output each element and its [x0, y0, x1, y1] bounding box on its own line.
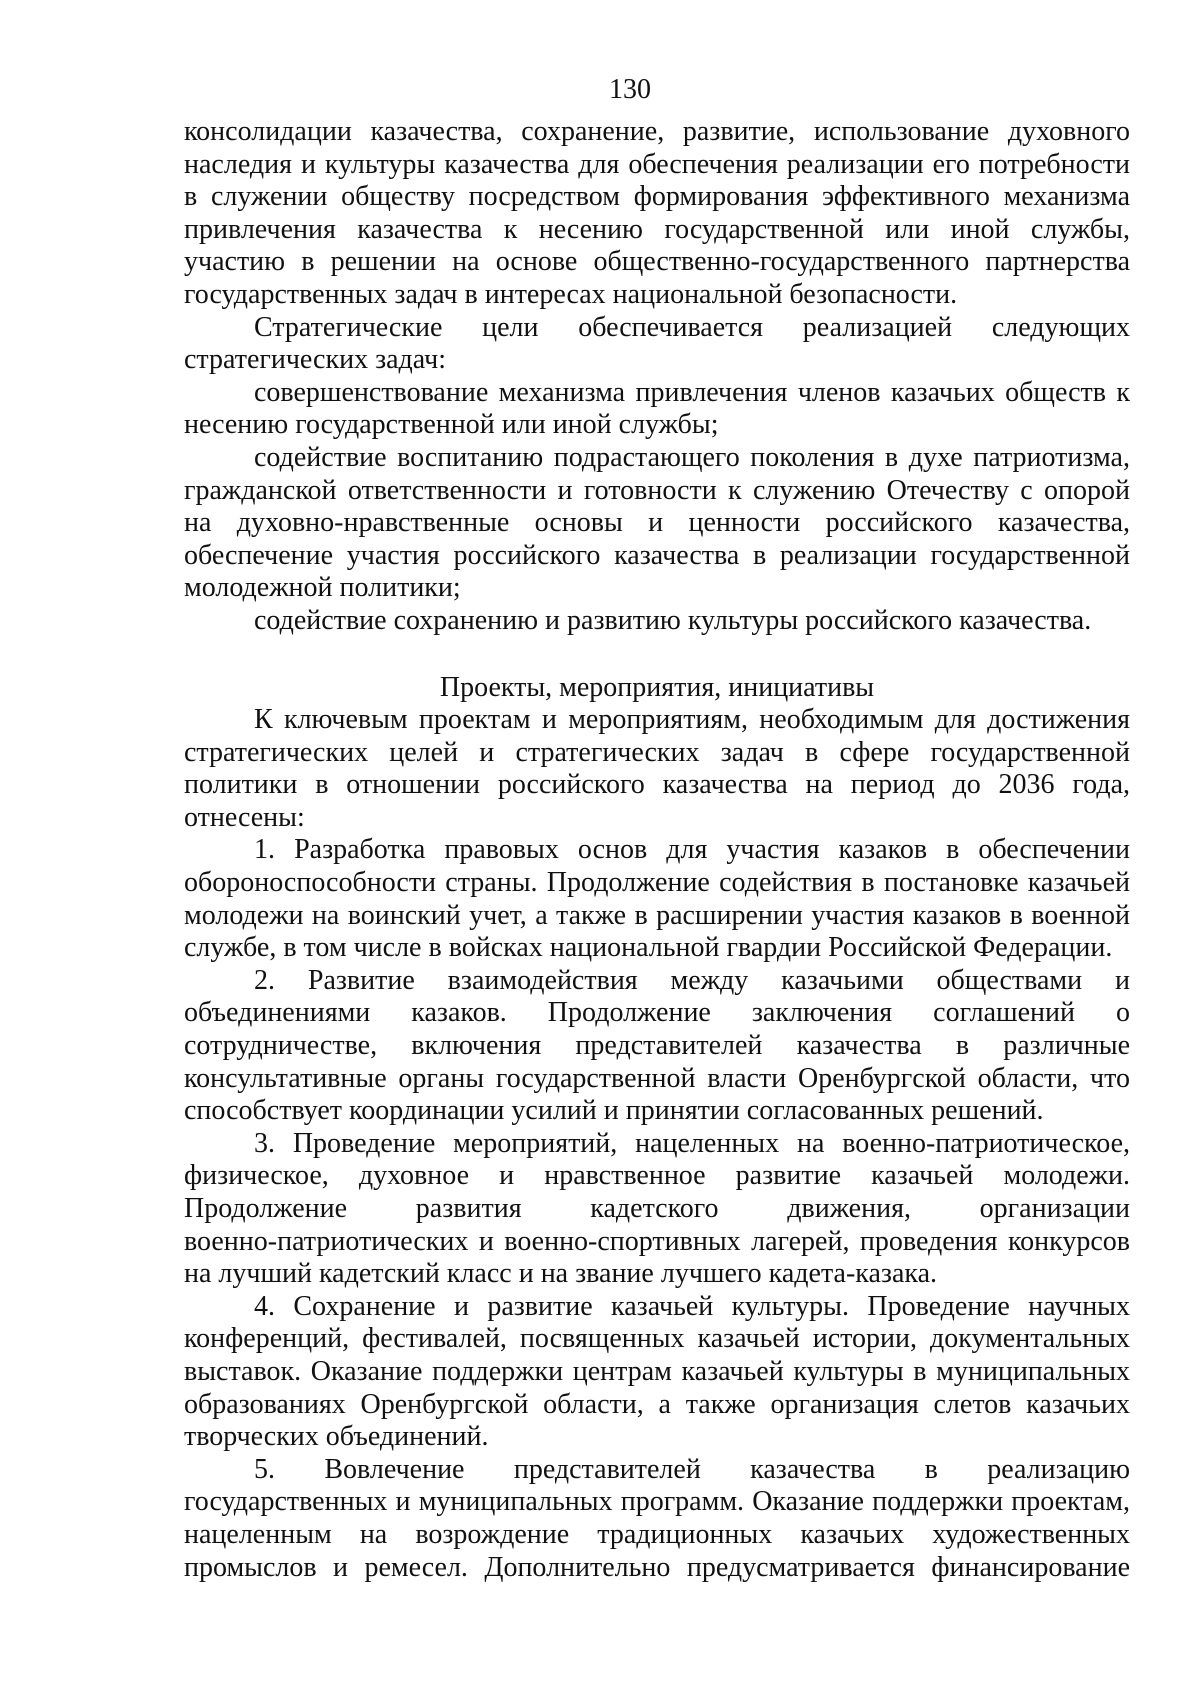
text-line: совершенствование механизма привлечения членов казачьих обществ к	[254, 376, 1130, 408]
text-line: участию в решении на основе общественно-государственного партнерства	[184, 246, 1130, 278]
text-line: объединениями казаков. Продолжение заключения соглашений о	[184, 997, 1130, 1029]
document-body	[184, 116, 1130, 1584]
paragraph-task-education	[184, 442, 1130, 605]
text-line: государственных и муниципальных программ. Оказание поддержки проектам,	[184, 1486, 1130, 1518]
text-line: несению государственной или иной службы;	[184, 409, 719, 441]
text-line: 2. Развитие взаимодействия между казачьими обществами и	[254, 964, 1130, 996]
list-item-5	[184, 1454, 1130, 1584]
text-line: отнесены:	[184, 801, 305, 833]
text-line: физическое, духовное и нравственное развитие казачьей молодежи.	[184, 1160, 1130, 1192]
text-line: стратегических целей и стратегических задач в сфере государственной	[184, 736, 1130, 768]
text-line: выставок. Оказание поддержки центрам казачьей культуры в муниципальных	[184, 1355, 1130, 1387]
paragraph-continuation	[184, 116, 1130, 312]
text-line: способствует координации усилий и принятии согласованных решений.	[184, 1095, 1044, 1127]
paragraph-strategic-goals	[184, 312, 1130, 377]
text-line: молодежной политики;	[184, 572, 461, 604]
text-line: нацеленным на возрождение традиционных казачьих художественных	[184, 1518, 1130, 1550]
text-line: обороноспособности страны. Продолжение содействия в постановке казачьей	[184, 867, 1130, 899]
text-line: на духовно-нравственные основы и ценности российского казачества,	[184, 507, 1130, 539]
text-line: 3. Проведение мероприятий, нацеленных на военно-патриотическое,	[254, 1127, 1130, 1159]
text-line: государственных задач в интересах национальной безопасности.	[184, 278, 958, 310]
text-line: 1. Разработка правовых основ для участия казаков в обеспечении	[254, 834, 1130, 866]
paragraph-key-projects-intro	[184, 704, 1130, 834]
list-item-3	[184, 1128, 1130, 1291]
text-line: службе, в том числе в войсках национальной гвардии Российской Федерации.	[184, 932, 1113, 964]
text-line: содействие воспитанию подрастающего поколения в духе патриотизма,	[254, 441, 1130, 473]
text-line: молодежи на воинский учет, а также в расширении участия казаков в военной	[184, 899, 1130, 931]
text-line: военно-патриотических и военно-спортивных лагерей, проведения конкурсов	[184, 1225, 1130, 1257]
text-line: Продолжение развития кадетского движения, организации	[184, 1193, 1130, 1224]
section-heading: Проекты, мероприятия, инициативы	[439, 671, 875, 703]
text-line: стратегических задач:	[184, 344, 446, 376]
page-number: 130	[609, 74, 651, 105]
text-line: 5. Вовлечение представителей казачества в реализацию	[254, 1453, 1130, 1485]
list-item-4	[184, 1291, 1130, 1454]
text-line: обеспечение участия российского казачества в реализации государственной	[184, 539, 1130, 571]
text-line: К ключевым проектам и мероприятиям, необходимым для достижения	[254, 704, 1130, 736]
text-line: гражданской ответственности и готовности к служению Отечеству с опорой	[184, 474, 1130, 506]
paragraph-task-service	[184, 377, 1130, 442]
text-line: образованиях Оренбургской области, а также организация слетов казачьих	[184, 1388, 1130, 1420]
text-line: содействие сохранению и развитию культуры российского казачества.	[254, 604, 1092, 636]
list-item-1	[184, 834, 1130, 964]
text-line: привлечения казачества к несению государственной или иной службы,	[184, 213, 1130, 245]
list-item-2	[184, 965, 1130, 1128]
text-line: промыслов и ремесел. Дополнительно предусматривается финансирование	[184, 1551, 1130, 1583]
text-line: творческих объединений.	[184, 1421, 489, 1453]
text-line: Стратегические цели обеспечивается реализацией следующих	[254, 311, 1130, 343]
paragraph-task-culture	[184, 605, 1130, 638]
text-line: в служении обществу посредством формирования эффективного механизма	[184, 181, 1130, 213]
text-line: на лучший кадетский класс и на звание лучшего кадета-казака.	[184, 1258, 937, 1290]
text-line: 4. Сохранение и развитие казачьей культуры. Проведение научных	[254, 1290, 1130, 1322]
text-line: наследия и культуры казачества для обеспечения реализации его потребности	[184, 148, 1130, 180]
text-line: сотрудничестве, включения представителей казачества в различные	[184, 1030, 1130, 1062]
text-line: консультативные органы государственной власти Оренбургской области, что	[184, 1062, 1130, 1094]
text-line: политики в отношении российского казачества на период до 2036 года,	[184, 769, 1130, 801]
text-line: консолидации казачества, сохранение, развитие, использование духовного	[184, 116, 1130, 147]
text-line: конференций, фестивалей, посвященных казачьей истории, документальных	[184, 1323, 1130, 1355]
